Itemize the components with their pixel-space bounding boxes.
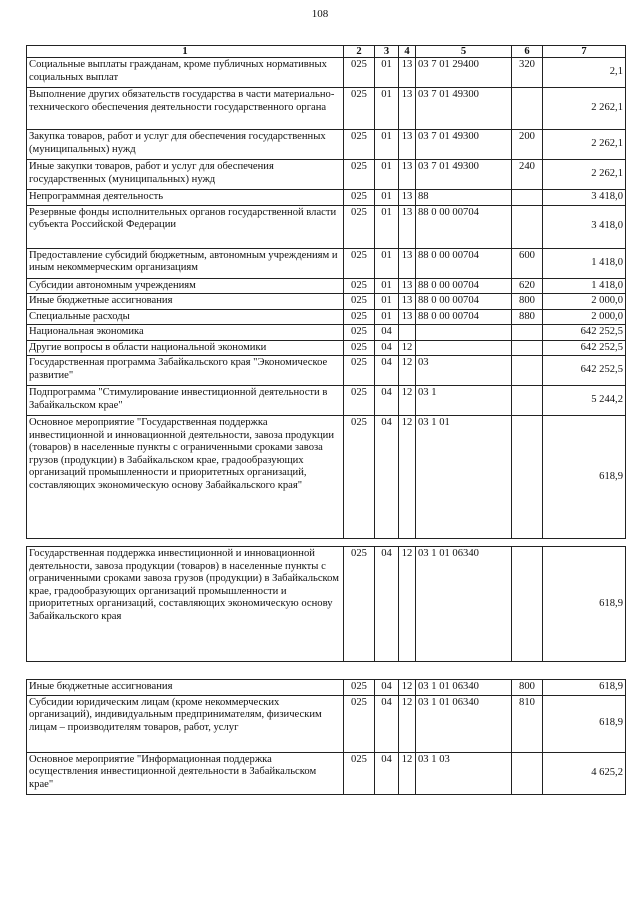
table-row bbox=[27, 294, 626, 310]
header-cell: 4 bbox=[399, 46, 416, 58]
target-item-cell: 03 1 01 bbox=[416, 416, 512, 539]
admin-code-cell: 025 bbox=[344, 547, 375, 662]
expense-type-cell: 800 bbox=[512, 680, 543, 696]
row-name-cell: Предоставление субсидий бюджетным, автономным учреждениям и иным некоммерческим организациям bbox=[27, 248, 344, 278]
header-cell: 7 bbox=[543, 46, 626, 58]
row-name-cell: Основное мероприятие "Информационная поддержка осуществления инвестиционной деятельности в Забайкальском крае" bbox=[27, 752, 344, 794]
amount-cell: 1 418,0 bbox=[543, 278, 626, 294]
row-spacer bbox=[27, 539, 626, 547]
amount-cell: 618,9 bbox=[543, 547, 626, 662]
amount-cell: 2 262,1 bbox=[543, 160, 626, 190]
amount-cell: 642 252,5 bbox=[543, 356, 626, 386]
row-name-cell: Другие вопросы в области национальной экономики bbox=[27, 340, 344, 356]
amount-cell: 1 418,0 bbox=[543, 248, 626, 278]
section-code-cell: 04 bbox=[375, 680, 399, 696]
admin-code-cell: 025 bbox=[344, 58, 375, 88]
row-name-cell: Субсидии юридическим лицам (кроме некоммерческих организаций), индивидуальным предпринимателям, физическим лицам – производителям товаров, работ, услуг bbox=[27, 695, 344, 752]
subsection-code-cell: 13 bbox=[399, 58, 416, 88]
target-item-cell bbox=[416, 325, 512, 341]
amount-cell: 642 252,5 bbox=[543, 325, 626, 341]
subsection-code-cell: 13 bbox=[399, 309, 416, 325]
table-header-row bbox=[27, 46, 626, 58]
target-item-cell: 03 1 01 06340 bbox=[416, 680, 512, 696]
subsection-code-cell: 13 bbox=[399, 190, 416, 206]
section-code-cell: 01 bbox=[375, 309, 399, 325]
target-item-cell: 88 0 00 00704 bbox=[416, 205, 512, 248]
spacer-cell bbox=[27, 662, 626, 680]
amount-cell: 3 418,0 bbox=[543, 190, 626, 206]
amount-cell: 4 625,2 bbox=[543, 752, 626, 794]
admin-code-cell: 025 bbox=[344, 190, 375, 206]
expense-type-cell bbox=[512, 752, 543, 794]
row-name-cell: Иные бюджетные ассигнования bbox=[27, 294, 344, 310]
amount-cell: 3 418,0 bbox=[543, 205, 626, 248]
admin-code-cell: 025 bbox=[344, 325, 375, 341]
table-row bbox=[27, 190, 626, 206]
page-number: 108 bbox=[311, 8, 329, 20]
row-name-cell: Резервные фонды исполнительных органов государственной власти субъекта Российской Федерации bbox=[27, 205, 344, 248]
table-row bbox=[27, 160, 626, 190]
target-item-cell: 03 7 01 49300 bbox=[416, 88, 512, 130]
section-code-cell: 04 bbox=[375, 356, 399, 386]
expense-type-cell: 810 bbox=[512, 695, 543, 752]
row-name-cell: Иные закупки товаров, работ и услуг для обеспечения государственных (муниципальных) нужд bbox=[27, 160, 344, 190]
table-row bbox=[27, 309, 626, 325]
subsection-code-cell: 13 bbox=[399, 278, 416, 294]
admin-code-cell: 025 bbox=[344, 309, 375, 325]
subsection-code-cell: 13 bbox=[399, 160, 416, 190]
expense-type-cell: 320 bbox=[512, 58, 543, 88]
amount-cell: 642 252,5 bbox=[543, 340, 626, 356]
subsection-code-cell: 12 bbox=[399, 752, 416, 794]
row-spacer bbox=[27, 662, 626, 680]
target-item-cell: 88 0 00 00704 bbox=[416, 248, 512, 278]
subsection-code-cell: 13 bbox=[399, 248, 416, 278]
subsection-code-cell: 12 bbox=[399, 547, 416, 662]
section-code-cell: 01 bbox=[375, 294, 399, 310]
table-row bbox=[27, 58, 626, 88]
expense-type-cell bbox=[512, 205, 543, 248]
row-name-cell: Непрограммная деятельность bbox=[27, 190, 344, 206]
row-name-cell: Национальная экономика bbox=[27, 325, 344, 341]
budget-table bbox=[26, 45, 626, 795]
section-code-cell: 01 bbox=[375, 190, 399, 206]
header-cell: 1 bbox=[27, 46, 344, 58]
table-row bbox=[27, 88, 626, 130]
subsection-code-cell: 12 bbox=[399, 416, 416, 539]
amount-cell: 2 000,0 bbox=[543, 309, 626, 325]
admin-code-cell: 025 bbox=[344, 278, 375, 294]
section-code-cell: 04 bbox=[375, 325, 399, 341]
row-name-cell: Закупка товаров, работ и услуг для обеспечения государственных (муниципальных) нужд bbox=[27, 130, 344, 160]
table-row bbox=[27, 278, 626, 294]
table-row bbox=[27, 752, 626, 794]
spacer-cell bbox=[27, 539, 626, 547]
expense-type-cell bbox=[512, 356, 543, 386]
admin-code-cell: 025 bbox=[344, 294, 375, 310]
header-cell: 3 bbox=[375, 46, 399, 58]
row-name-cell: Государственная поддержка инвестиционной и инновационной деятельности, завоза продукции (товаров) в населенные пункты с ограниченными сроками завоза грузов (продукции) в Забайкальском крае, градообразующих организаций промышленности и приоритетных организаций, составляющих экономическую основу Забайкальского края bbox=[27, 547, 344, 662]
amount-cell: 618,9 bbox=[543, 680, 626, 696]
row-name-cell: Выполнение других обязательств государства в части материально-технического обеспечения деятельности государственного органа bbox=[27, 88, 344, 130]
table-row bbox=[27, 130, 626, 160]
header-cell: 2 bbox=[344, 46, 375, 58]
section-code-cell: 01 bbox=[375, 205, 399, 248]
table-row bbox=[27, 386, 626, 416]
table-row bbox=[27, 680, 626, 696]
section-code-cell: 01 bbox=[375, 58, 399, 88]
amount-cell: 2 262,1 bbox=[543, 88, 626, 130]
expense-type-cell bbox=[512, 547, 543, 662]
admin-code-cell: 025 bbox=[344, 205, 375, 248]
amount-cell: 618,9 bbox=[543, 695, 626, 752]
table-row bbox=[27, 695, 626, 752]
expense-type-cell bbox=[512, 325, 543, 341]
section-code-cell: 04 bbox=[375, 695, 399, 752]
expense-type-cell: 240 bbox=[512, 160, 543, 190]
target-item-cell: 03 bbox=[416, 356, 512, 386]
subsection-code-cell: 12 bbox=[399, 356, 416, 386]
target-item-cell: 88 0 00 00704 bbox=[416, 294, 512, 310]
row-name-cell: Субсидии автономным учреждениям bbox=[27, 278, 344, 294]
target-item-cell: 88 0 00 00704 bbox=[416, 309, 512, 325]
expense-type-cell bbox=[512, 190, 543, 206]
expense-type-cell: 200 bbox=[512, 130, 543, 160]
subsection-code-cell: 12 bbox=[399, 680, 416, 696]
expense-type-cell: 880 bbox=[512, 309, 543, 325]
target-item-cell: 88 0 00 00704 bbox=[416, 278, 512, 294]
section-code-cell: 04 bbox=[375, 416, 399, 539]
admin-code-cell: 025 bbox=[344, 160, 375, 190]
section-code-cell: 01 bbox=[375, 278, 399, 294]
section-code-cell: 04 bbox=[375, 340, 399, 356]
subsection-code-cell: 12 bbox=[399, 386, 416, 416]
section-code-cell: 01 bbox=[375, 88, 399, 130]
admin-code-cell: 025 bbox=[344, 386, 375, 416]
amount-cell: 618,9 bbox=[543, 416, 626, 539]
expense-type-cell: 620 bbox=[512, 278, 543, 294]
target-item-cell: 03 1 03 bbox=[416, 752, 512, 794]
table-row bbox=[27, 416, 626, 539]
target-item-cell: 03 7 01 49300 bbox=[416, 160, 512, 190]
target-item-cell: 03 1 01 06340 bbox=[416, 695, 512, 752]
target-item-cell: 03 1 bbox=[416, 386, 512, 416]
section-code-cell: 01 bbox=[375, 160, 399, 190]
target-item-cell: 03 1 01 06340 bbox=[416, 547, 512, 662]
admin-code-cell: 025 bbox=[344, 695, 375, 752]
section-code-cell: 04 bbox=[375, 752, 399, 794]
row-name-cell: Социальные выплаты гражданам, кроме публичных нормативных социальных выплат bbox=[27, 58, 344, 88]
table-row bbox=[27, 205, 626, 248]
row-name-cell: Специальные расходы bbox=[27, 309, 344, 325]
admin-code-cell: 025 bbox=[344, 416, 375, 539]
section-code-cell: 04 bbox=[375, 547, 399, 662]
subsection-code-cell: 13 bbox=[399, 294, 416, 310]
expense-type-cell bbox=[512, 386, 543, 416]
target-item-cell: 88 bbox=[416, 190, 512, 206]
admin-code-cell: 025 bbox=[344, 356, 375, 386]
target-item-cell: 03 7 01 29400 bbox=[416, 58, 512, 88]
subsection-code-cell: 12 bbox=[399, 695, 416, 752]
admin-code-cell: 025 bbox=[344, 752, 375, 794]
expense-type-cell bbox=[512, 88, 543, 130]
admin-code-cell: 025 bbox=[344, 130, 375, 160]
expense-type-cell: 800 bbox=[512, 294, 543, 310]
subsection-code-cell: 13 bbox=[399, 88, 416, 130]
expense-type-cell bbox=[512, 416, 543, 539]
section-code-cell: 01 bbox=[375, 130, 399, 160]
table-row bbox=[27, 325, 626, 341]
admin-code-cell: 025 bbox=[344, 680, 375, 696]
row-name-cell: Иные бюджетные ассигнования bbox=[27, 680, 344, 696]
subsection-code-cell: 13 bbox=[399, 130, 416, 160]
expense-type-cell bbox=[512, 340, 543, 356]
admin-code-cell: 025 bbox=[344, 88, 375, 130]
section-code-cell: 01 bbox=[375, 248, 399, 278]
subsection-code-cell: 12 bbox=[399, 340, 416, 356]
section-code-cell: 04 bbox=[375, 386, 399, 416]
admin-code-cell: 025 bbox=[344, 340, 375, 356]
target-item-cell: 03 7 01 49300 bbox=[416, 130, 512, 160]
admin-code-cell: 025 bbox=[344, 248, 375, 278]
target-item-cell bbox=[416, 340, 512, 356]
header-cell: 6 bbox=[512, 46, 543, 58]
table-row bbox=[27, 356, 626, 386]
amount-cell: 2 000,0 bbox=[543, 294, 626, 310]
table-row bbox=[27, 340, 626, 356]
row-name-cell: Подпрограмма "Стимулирование инвестиционной деятельности в Забайкальском крае" bbox=[27, 386, 344, 416]
amount-cell: 2 262,1 bbox=[543, 130, 626, 160]
subsection-code-cell bbox=[399, 325, 416, 341]
row-name-cell: Основное мероприятие "Государственная поддержка инвестиционной и инновационной деятельности, завоза продукции (товаров) в населенные пункты с ограниченными сроками завоза грузов (продукции) в Забайкальском крае, градообразующих организаций промышленности и приоритетных организаций, составляющих экономическую основу Забайкальского края" bbox=[27, 416, 344, 539]
subsection-code-cell: 13 bbox=[399, 205, 416, 248]
table-row bbox=[27, 547, 626, 662]
header-cell: 5 bbox=[416, 46, 512, 58]
amount-cell: 5 244,2 bbox=[543, 386, 626, 416]
expense-type-cell: 600 bbox=[512, 248, 543, 278]
amount-cell: 2,1 bbox=[543, 58, 626, 88]
row-name-cell: Государственная программа Забайкальского края "Экономическое развитие" bbox=[27, 356, 344, 386]
table-row bbox=[27, 248, 626, 278]
